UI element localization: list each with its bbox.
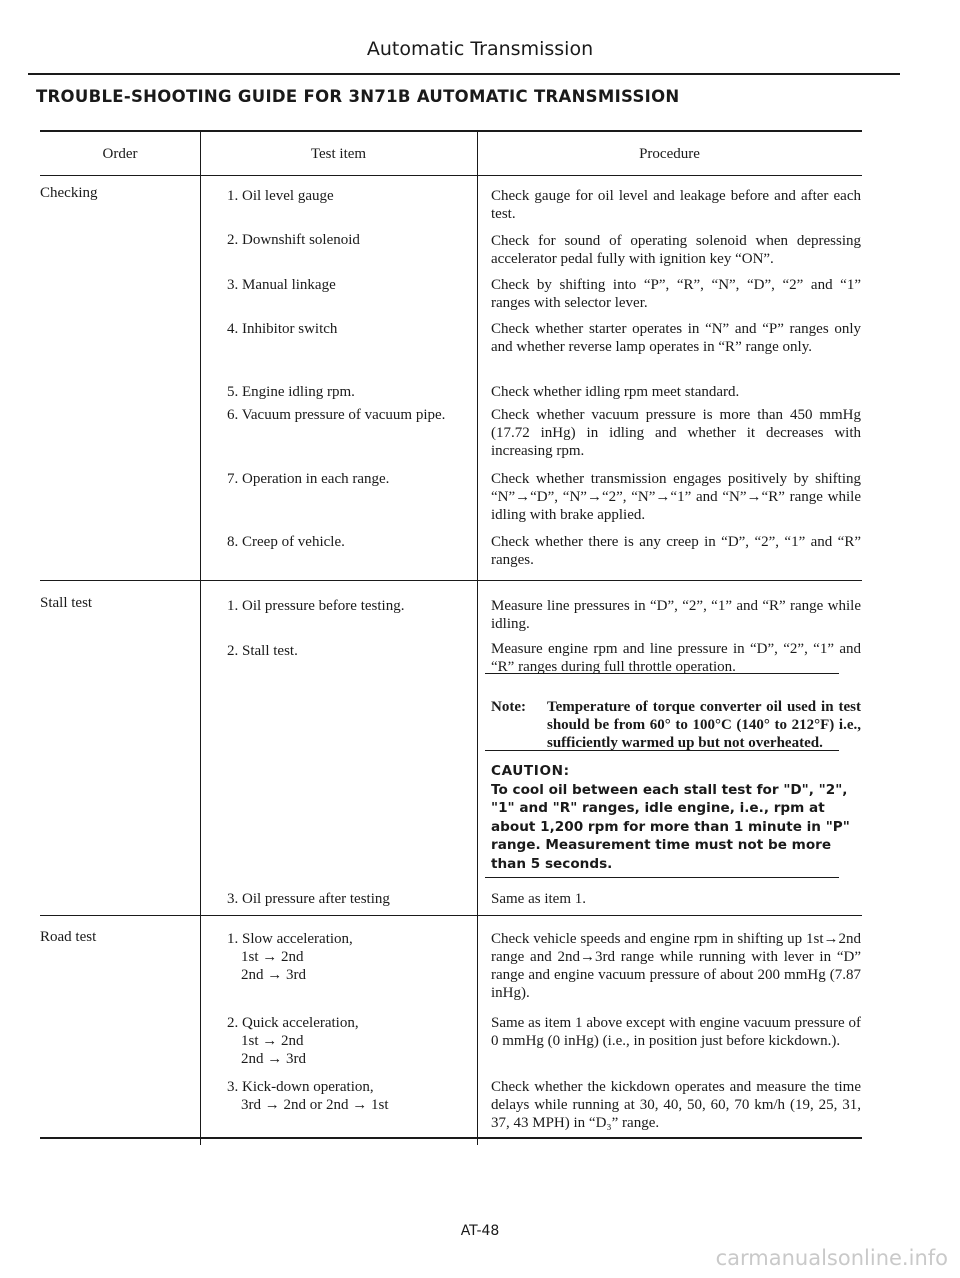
column-header-test-item: Test item	[310, 146, 367, 162]
shift-step: 1st → 2nd	[241, 949, 304, 965]
page-header: Automatic Transmission	[366, 38, 594, 60]
test-item-group	[227, 1014, 485, 1068]
test-item: 6. Vacuum pressure of vacuum pipe.	[227, 407, 446, 423]
guide-title: TROUBLE-SHOOTING GUIDE FOR 3N71B AUTOMATIC TRANSMISSION	[36, 87, 680, 106]
watermark: carmanualsonline.info	[715, 1246, 948, 1270]
test-item: 4. Inhibitor switch	[227, 321, 338, 337]
shift-step: 3rd → 2nd or 2nd → 1st	[241, 1097, 389, 1113]
page-number: AT-48	[460, 1223, 500, 1239]
test-item-group	[227, 930, 485, 984]
note-label: Note:	[491, 699, 526, 715]
test-item: 3. Kick-down operation,	[227, 1079, 374, 1095]
shift-step: 2nd → 3rd	[241, 1051, 306, 1067]
caution-label: CAUTION:	[491, 763, 570, 779]
test-item: 1. Oil level gauge	[227, 188, 334, 204]
procedure-text: Check gauge for oil level and leakage before and after each test.	[491, 188, 861, 222]
order-checking: Checking	[40, 185, 98, 201]
test-item: 8. Creep of vehicle.	[227, 534, 345, 550]
procedure-text: Check whether idling rpm meet standard.	[491, 384, 740, 400]
procedure-text: Check for sound of operating solenoid when depressing accelerator pedal fully with ignition key “ON”.	[491, 233, 861, 267]
order-stall-test: Stall test	[40, 595, 93, 611]
test-item: 1. Oil pressure before testing.	[227, 598, 405, 614]
procedure-text: Check whether vacuum pressure is more than 450 mmHg (17.72 inHg) in idling and whether it decreases with increasing rpm.	[491, 407, 861, 459]
note-text: Temperature of torque converter oil used in test should be from 60° to 100°C (140° to 212°F) i.e., sufficiently warmed up but not overheated.	[547, 699, 861, 751]
test-item: 7. Operation in each range.	[227, 471, 390, 487]
test-item: 2. Stall test.	[227, 643, 298, 659]
order-road-test: Road test	[40, 929, 97, 945]
test-item-group	[227, 1078, 485, 1114]
test-item: 5. Engine idling rpm.	[227, 384, 355, 400]
test-item: 3. Manual linkage	[227, 277, 336, 293]
column-header-procedure: Procedure	[639, 146, 700, 162]
test-item: 1. Slow acceleration,	[227, 931, 353, 947]
road-test-section	[40, 0, 862, 1278]
procedure-text: Check whether there is any creep in “D”, “2”, “1” and “R” ranges.	[491, 534, 861, 568]
column-header-order: Order	[102, 146, 138, 162]
procedure-text: Check whether the kickdown operates and measure the time delays while running at 30, 40, 50, 60, 70 km/h (19, 25, 31, 37, 43 MPH) in “D₃” range.	[491, 1079, 861, 1131]
procedure-text: Check by shifting into “P”, “R”, “N”, “D”, “2” and “1” ranges with selector lever.	[491, 277, 861, 311]
procedure-text: Measure line pressures in “D”, “2”, “1” and “R” range while idling.	[491, 598, 861, 632]
shift-step: 2nd → 3rd	[241, 967, 306, 983]
procedure-text: Check whether starter operates in “N” and “P” ranges only and whether reverse lamp operates in “R” range only.	[491, 321, 861, 355]
procedure-text: Measure engine rpm and line pressure in “D”, “2”, “1” and “R” ranges during full throttle operation.	[491, 641, 861, 675]
test-item: 3. Oil pressure after testing	[227, 891, 390, 907]
test-item: 2. Quick acceleration,	[227, 1015, 359, 1031]
procedure-text: Check whether transmission engages positively by shifting “N”→“D”, “N”→“2”, “N”→“1” and “N”→“R” range while idling with brake applied.	[491, 471, 861, 523]
procedure-text: Same as item 1.	[491, 891, 586, 907]
test-item: 2. Downshift solenoid	[227, 232, 360, 248]
shift-step: 1st → 2nd	[241, 1033, 304, 1049]
procedure-text: Same as item 1 above except with engine vacuum pressure of 0 mmHg (0 inHg) (i.e., in position just before kickdown.).	[491, 1015, 861, 1049]
caution-text: To cool oil between each stall test for "D", "2", "1" and "R" ranges, idle engine, i.e., rpm at about 1,200 rpm for more than 1 minute in "P" range. Measurement time must not be more than 5 seconds.	[491, 781, 850, 872]
procedure-text: Check vehicle speeds and engine rpm in shifting up 1st→2nd range and 2nd→3rd range while running with lever in “D” range and engine vacuum pressure of about 200 mmHg (7.87 inHg).	[491, 931, 861, 1001]
